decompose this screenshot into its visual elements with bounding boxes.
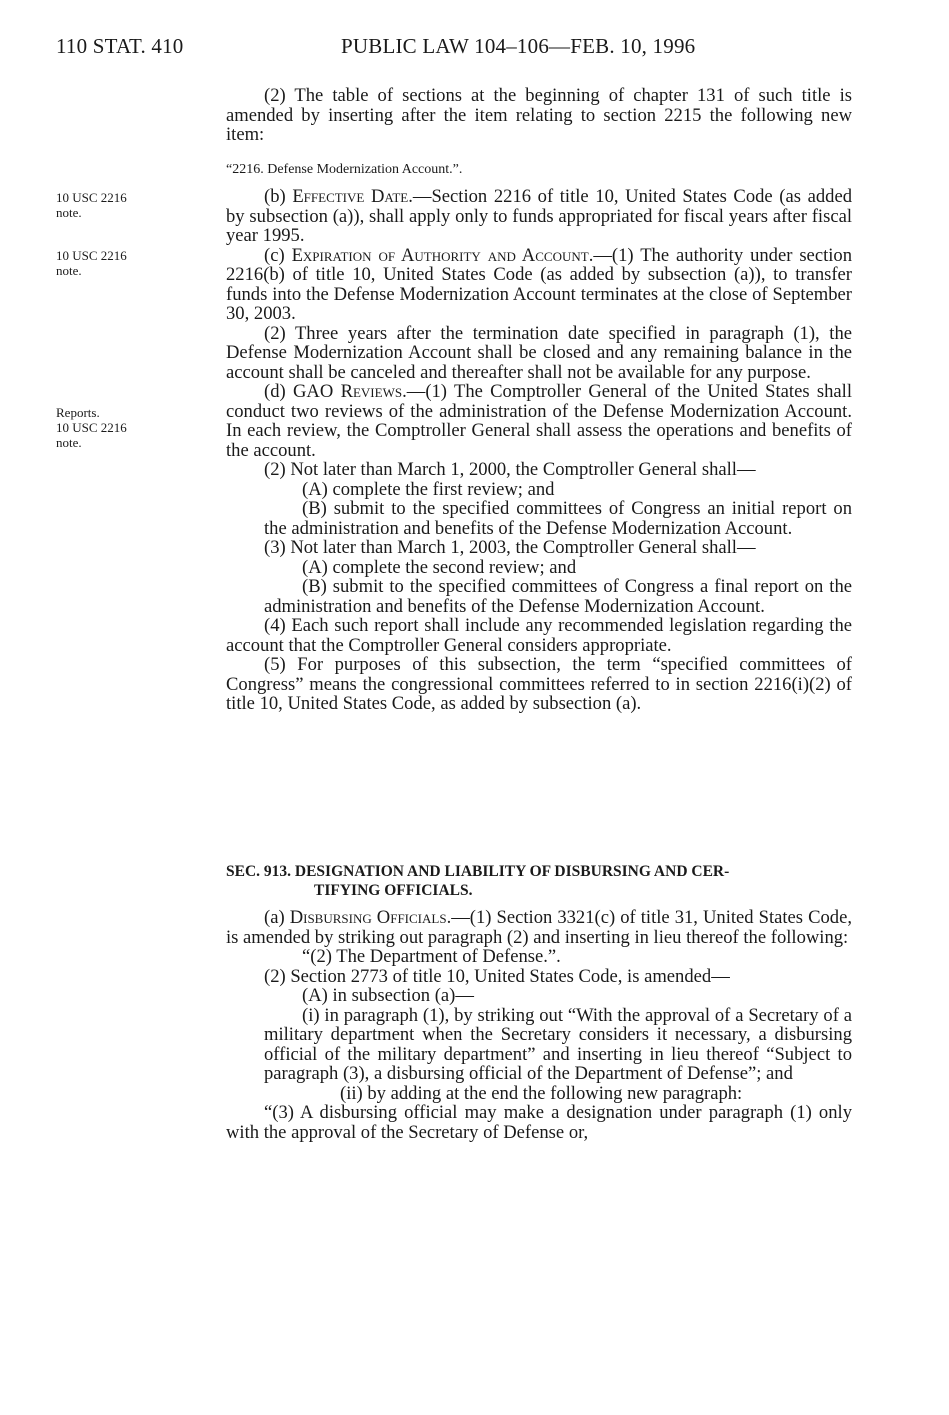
paragraph-d3B — [226, 577, 852, 616]
margin-note-line: 10 USC 2216 — [56, 190, 127, 205]
paragraph-d2: (2) Not later than March 1, 2000, the Comptroller General shall— — [264, 459, 756, 480]
label: (b) — [264, 186, 293, 207]
subsection-c — [226, 246, 852, 324]
page-header-title: PUBLIC LAW 104–106—FEB. 10, 1996 — [341, 34, 696, 58]
margin-note-1 — [56, 190, 127, 220]
margin-note-2 — [56, 248, 127, 278]
heading-caps: Expiration of Authority and Account — [291, 244, 589, 266]
paragraph-table-amendment: (2) The table of sections at the beginning of chapter 131 of such title is amended by inserting after the item relating to section 2215 the following new item: — [226, 85, 852, 145]
paragraph-c2: (2) Three years after the termination date specified in paragraph (1), the Defense Modernization Account shall be closed and any remaining balance in the account shall be canceled and thereafter shall not be available for any purpose. — [226, 322, 852, 383]
paragraph-d3A: (A) complete the second review; and — [302, 556, 577, 578]
paragraph-a2A: (A) in subsection (a)— — [302, 985, 474, 1006]
paragraph-d4: (4) Each such report shall include any recommended legislation regarding the account that the Comptroller General considers appropriate. — [226, 615, 852, 656]
margin-note-line: note. — [56, 435, 82, 450]
quoted-paragraph: “(2) The Department of Defense.”. — [302, 946, 561, 967]
margin-note-3 — [56, 405, 127, 450]
section-heading — [226, 862, 852, 900]
paragraph-d2A: (A) complete the first review; and — [302, 478, 555, 500]
paragraph-a2Aii: (ii) by adding at the end the following new paragraph: — [340, 1082, 743, 1104]
paragraph-a2Ai — [226, 1006, 852, 1084]
new-item-line: “2216. Defense Modernization Account.”. — [226, 161, 463, 177]
text: (i) in paragraph (1), by striking out “With the approval of a Secretary of a military department when the Secretary considers it necessary, a disbursing official of the military department” and inserting in lieu thereof “Subject to paragraph (3), a disbursing official of the Department of Defense”; and — [264, 1004, 852, 1084]
margin-note-line: note. — [56, 205, 82, 220]
text: .—(1) The Comptroller General of the United States shall conduct two reviews of the administration of the Defense Modernization Account. In each review, the Comptroller General shall assess the operations and benefits of the account. — [226, 381, 852, 461]
text: (B) submit to the specified committees of Congress a final report on the administration and benefits of the Defense Modernization Account. — [264, 576, 852, 617]
section-heading-line1: SEC. 913. DESIGNATION AND LIABILITY OF DISBURSING AND CER- — [226, 863, 730, 880]
margin-note-line: 10 USC 2216 — [56, 248, 127, 263]
label: (c) — [264, 244, 292, 266]
paragraph-a2: (2) Section 2773 of title 10, United States Code, is amended— — [264, 965, 730, 987]
text: (B) submit to the specified committees of Congress an initial report on the administration and benefits of the Defense Modernization Account. — [264, 498, 852, 539]
text: .—(1) Section 3321(c) of title 31, United States Code, is amended by striking out paragraph (2) and inserting in lieu thereof the following: — [226, 907, 852, 948]
paragraph-d5: (5) For purposes of this subsection, the term “specified committees of Congress” means the congressional committees referred to in section 2216(i)(2) of title 10, United States Code, as added by subsection (a). — [226, 654, 852, 714]
subsection-a — [226, 908, 852, 947]
subsection-b — [226, 187, 852, 246]
section-heading-line2: TIFYING OFFICIALS. — [314, 882, 473, 899]
margin-note-line: note. — [56, 263, 82, 278]
text: .—Section 2216 of title 10, United States Code (as added by subsection (a)), shall apply only to funds appropriated for fiscal years after fiscal year 1995. — [226, 186, 852, 246]
body-block-2 — [226, 187, 852, 714]
body-block-1 — [226, 86, 852, 179]
heading-caps: Reviews — [340, 381, 403, 402]
paragraph-a3: “(3) A disbursing official may make a designation under paragraph (1) only with the approval of the Secretary of Defense or, — [226, 1102, 852, 1143]
heading-caps: Disbursing Officials — [289, 907, 447, 928]
text: .—(1) The authority under section 2216(b) of title 10, United States Code (as added by subsection (a)), to transfer funds into the Defense Modernization Account terminates at the close of September 30, 2003. — [226, 244, 852, 324]
paragraph-d3: (3) Not later than March 1, 2003, the Comptroller General shall— — [264, 537, 756, 558]
label: (d) GAO — [264, 381, 341, 402]
page-header-stat: 110 STAT. 410 — [56, 34, 184, 58]
paragraph-d2B — [226, 499, 852, 538]
label: (a) — [264, 907, 290, 928]
margin-note-line: 10 USC 2216 — [56, 420, 127, 435]
heading-caps: Effective Date — [292, 186, 409, 207]
body-block-3 — [226, 908, 852, 1142]
margin-note-line: Reports. — [56, 405, 100, 420]
subsection-d — [226, 382, 852, 460]
